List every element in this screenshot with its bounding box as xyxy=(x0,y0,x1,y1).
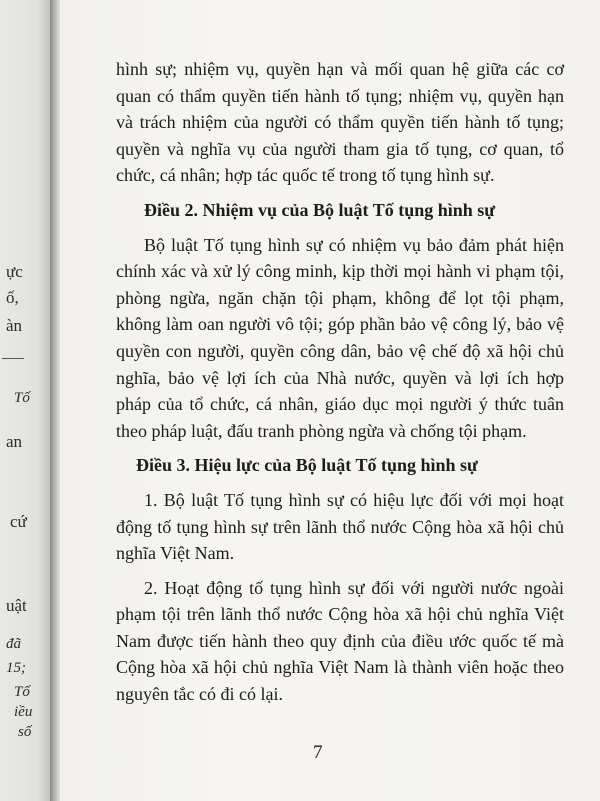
facing-page-fragment: an xyxy=(6,432,23,451)
facing-page-fragment: àn xyxy=(6,316,23,335)
facing-page-fragment: cứ xyxy=(10,512,27,531)
facing-page-fragment: iều xyxy=(14,704,33,720)
facing-page-fragment: đã xyxy=(6,636,21,652)
facing-page-fragment: số xyxy=(18,724,32,740)
facing-page xyxy=(0,0,54,801)
article-3-clause-1: 1. Bộ luật Tố tụng hình sự có hiệu lực đối với mọi hoạt động tố tụng hình sự trên lãnh thổ nước Cộng hòa xã hội chủ nghĩa Việt Nam. xyxy=(116,489,564,564)
page-content xyxy=(116,56,564,716)
article-2-heading: Điều 2. Nhiệm vụ của Bộ luật Tố tụng hình sự xyxy=(144,199,496,220)
facing-page-fragment: ố, xyxy=(6,288,19,307)
article-3-clause-2: 2. Hoạt động tố tụng hình sự đối với người nước ngoài phạm tội trên lãnh thổ nước Cộng hòa xã hội chủ nghĩa Việt Nam được tiến hành theo quy định của điều ước quốc tế mà Cộng hòa xã hội chủ nghĩa Việt Nam là thành viên hoặc theo nguyên tắc có đi có lại. xyxy=(116,577,564,705)
facing-page-fragment: Tố xyxy=(14,684,30,700)
facing-page-rule xyxy=(2,358,24,359)
facing-page-fragment: ực xyxy=(6,262,23,281)
page-number: 7 xyxy=(313,742,323,763)
article-3-heading: Điều 3. Hiệu lực của Bộ luật Tố tụng hình sự xyxy=(136,455,478,476)
article-2-body: Bộ luật Tố tụng hình sự có nhiệm vụ bảo đảm phát hiện chính xác và xử lý công minh, kịp thời mọi hành vi phạm tội, phòng ngừa, ngăn chặn tội phạm, không để lọt tội phạm, không làm oan người vô tội; góp phần bảo vệ công lý, bảo vệ quyền con người, quyền công dân, bảo vệ chế độ xã hội chủ nghĩa, bảo vệ lợi ích của Nhà nước, quyền và lợi ích hợp pháp của tổ chức, cá nhân, giáo dục mọi người ý thức tuân theo pháp luật, đấu tranh phòng ngừa và chống tội phạm. xyxy=(116,234,564,441)
facing-page-fragment: Tố xyxy=(14,390,30,406)
continuation-paragraph: hình sự; nhiệm vụ, quyền hạn và mối quan hệ giữa các cơ quan có thẩm quyền tiến hành tố tụng; nhiệm vụ, quyền hạn và trách nhiệm của người có thẩm quyền tiến hành tố tụng; quyền và nghĩa vụ của người tham gia tố tụng, cơ quan, tổ chức, cá nhân; hợp tác quốc tế trong tố tụng hình sự. xyxy=(116,59,564,186)
facing-page-fragment: 15; xyxy=(6,660,26,676)
book-page xyxy=(60,0,600,801)
facing-page-fragment: uật xyxy=(6,596,27,615)
